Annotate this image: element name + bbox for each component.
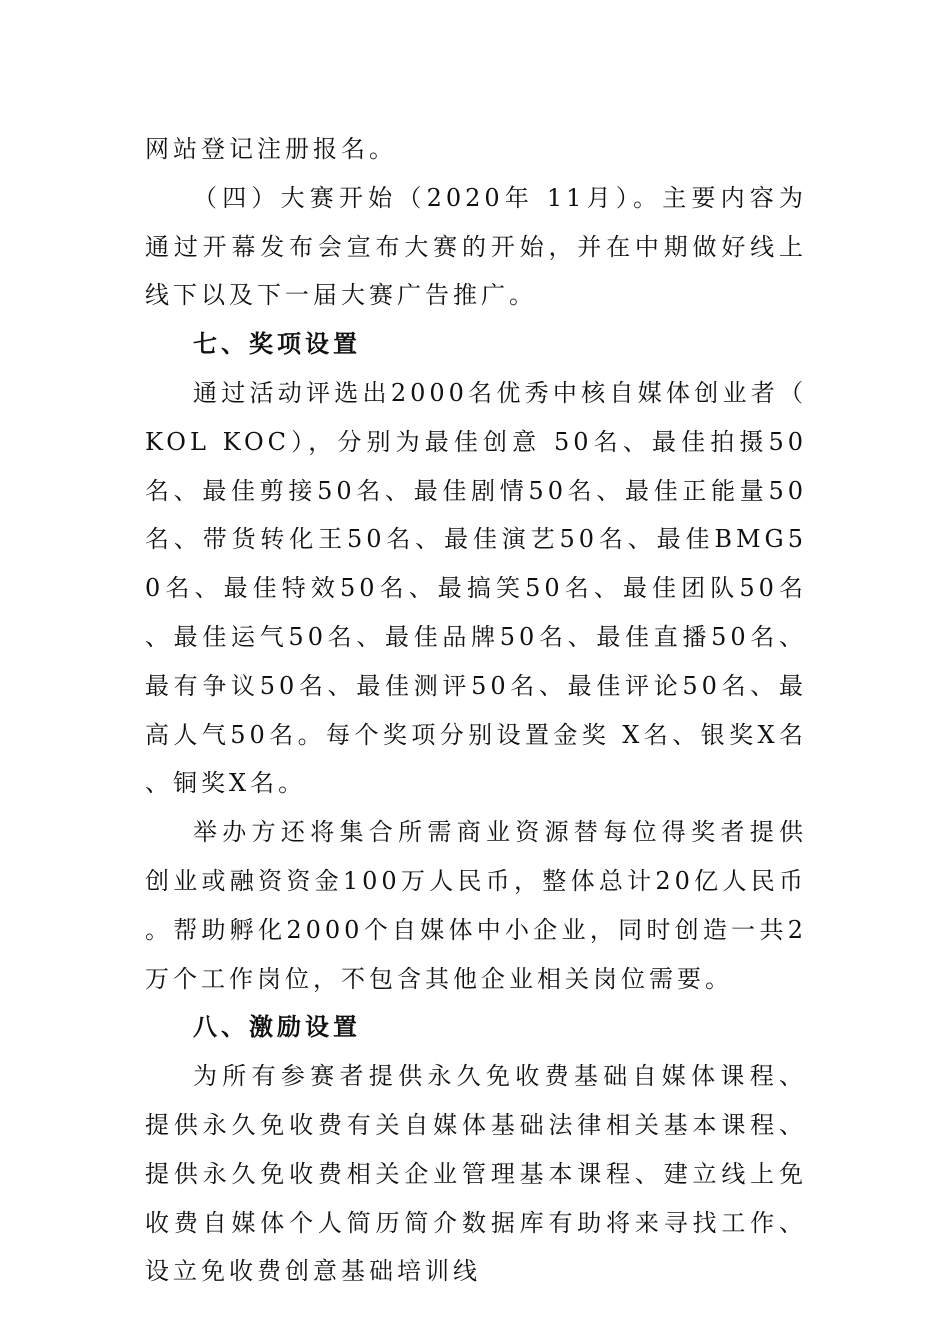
section-heading-incentives: 八、激励设置	[193, 1013, 361, 1042]
paragraph-incentives: 为所有参赛者提供永久免收费基础自媒体课程、提供永久免收费有关自媒体基础法律相关基本课程、提供永久免收费相关企业管理基本课程、建立线上免收费自媒体个人简历简介数据库有助将来寻找工作、设立免收费创意基础培训线	[145, 1062, 807, 1286]
document-body	[145, 125, 807, 1296]
section-heading-awards: 七、奖项设置	[193, 330, 361, 359]
paragraph-awards-list: 通过活动评选出2000名优秀中核自媒体创业者（KOL KOC），分别为最佳创意 50名、最佳拍摄50名、最佳剪接50名、最佳剧情50名、最佳正能量50名、带货转化王50名、最佳演艺50名、最佳BMG50名、最佳特效50名、最搞笑50名、最佳团队50名、最佳运气50名、最佳品牌50名、最佳直播50名、最有争议50名、最佳测评50名、最佳评论50名、最高人气50名。每个奖项分别设置金奖 X名、银奖X名、铜奖X名。	[145, 378, 807, 798]
paragraph-registration-end: 网站登记注册报名。	[145, 135, 397, 163]
paragraph-contest-start: （四）大赛开始（2020年 11月）。主要内容为通过开幕发布会宣布大赛的开始，并在中期做好线上线下以及下一届大赛广告推广。	[145, 183, 807, 310]
paragraph-funding: 举办方还将集合所需商业资源替每位得奖者提供创业或融资资金100万人民币，整体总计20亿人民币。帮助孵化2000个自媒体中小企业，同时创造一共2万个工作岗位，不包含其他企业相关岗位需要。	[145, 818, 807, 993]
